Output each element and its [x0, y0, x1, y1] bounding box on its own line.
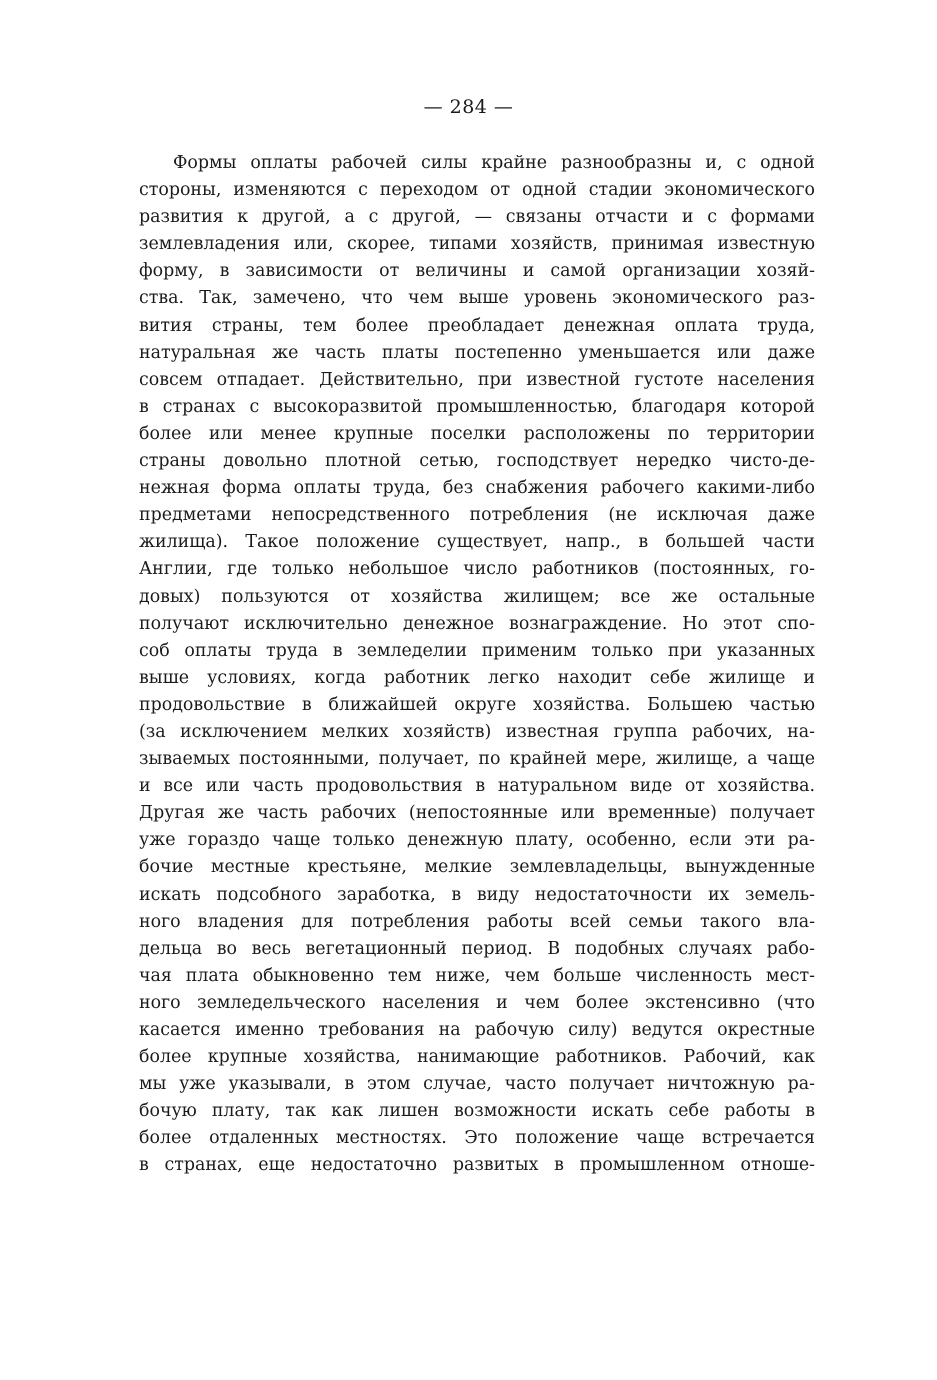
text-line: натуральная же часть платы постепенно уменьшается или даже: [139, 342, 815, 363]
text-line: продовольствие в ближайшей округе хозяйства. Большею частью: [139, 694, 815, 715]
text-line: мы уже указывали, в этом случае, часто получает ничтожную ра-: [139, 1074, 815, 1095]
text-line: Другая же часть рабочих (непостоянные или временные) получает: [139, 803, 815, 824]
text-line: совсем отпадает. Действительно, при известной густоте населения: [139, 369, 815, 390]
text-line: ства. Так, замечено, что чем выше уровень экономического раз-: [139, 288, 815, 309]
text-line: получают исключительно денежное вознаграждение. Но этот спо-: [139, 613, 815, 634]
text-line: искать подсобного заработка, в виду недостаточности их земель-: [139, 884, 815, 905]
text-line: бочие местные крестьяне, мелкие землевладельцы, вынужденные: [139, 857, 815, 878]
body-text: [139, 150, 815, 1180]
text-line: более или менее крупные поселки расположены по территории: [139, 423, 815, 444]
text-line: стороны, изменяются с переходом от одной стадии экономического: [139, 180, 815, 201]
text-line: чая плата обыкновенно тем ниже, чем больше численность мест-: [139, 965, 815, 986]
text-line: развития к другой, а с другой, — связаны отчасти и с формами: [139, 207, 815, 228]
text-line: уже гораздо чаще только денежную плату, особенно, если эти ра-: [139, 830, 815, 851]
page-number: — 284 —: [423, 96, 514, 118]
text-line: дельца во весь вегетационный период. В подобных случаях рабо-: [139, 938, 815, 959]
text-line: Формы оплаты рабочей силы крайне разнообразны и, с одной: [173, 153, 815, 173]
text-line: форму, в зависимости от величины и самой организации хозяй-: [139, 261, 815, 282]
text-line: в странах, еще недостаточно развитых в промышленном отноше-: [139, 1155, 815, 1176]
text-line: соб оплаты труда в земледелии применим только при указанных: [139, 640, 815, 661]
text-line: более отдаленных местностях. Это положение чаще встречается: [139, 1128, 815, 1149]
text-line: в странах с высокоразвитой промышленностью, благодаря которой: [139, 396, 815, 417]
text-line: зываемых постоянными, получает, по крайней мере, жилище, а чаще: [139, 749, 815, 770]
text-line: вития страны, тем более преобладает денежная оплата труда,: [139, 315, 815, 336]
text-line: предметами непосредственного потребления (не исключая даже: [139, 505, 815, 526]
text-line: более крупные хозяйства, нанимающие работников. Рабочий, как: [139, 1047, 815, 1068]
text-line: бочую плату, так как лишен возможности искать себе работы в: [139, 1101, 815, 1122]
text-line: (за исключением мелких хозяйств) известная группа рабочих, на-: [139, 721, 815, 742]
text-line: довых) пользуются от хозяйства жилищем; все же остальные: [139, 586, 815, 607]
text-line: жилища). Такое положение существует, напр., в большей части: [139, 532, 815, 553]
text-line: страны довольно плотной сетью, господствует нередко чисто-де-: [139, 451, 815, 472]
text-line: Англии, где только небольшое число работников (постоянных, го-: [139, 559, 815, 580]
text-line: выше условиях, когда работник легко находит себе жилище и: [139, 667, 815, 688]
text-line: касается именно требования на рабочую силу) ведутся окрестные: [139, 1020, 815, 1040]
text-line: и все или часть продовольствия в натуральном виде от хозяйства.: [139, 776, 815, 797]
text-line: нежная форма оплаты труда, без снабжения рабочего какими-либо: [139, 478, 815, 499]
text-line: землевладения или, скорее, типами хозяйств, принимая известную: [139, 234, 815, 255]
text-line: ного земледельческого населения и чем более экстенсивно (что: [139, 992, 815, 1013]
text-line: ного владения для потребления работы всей семьи такого вла-: [139, 911, 815, 932]
